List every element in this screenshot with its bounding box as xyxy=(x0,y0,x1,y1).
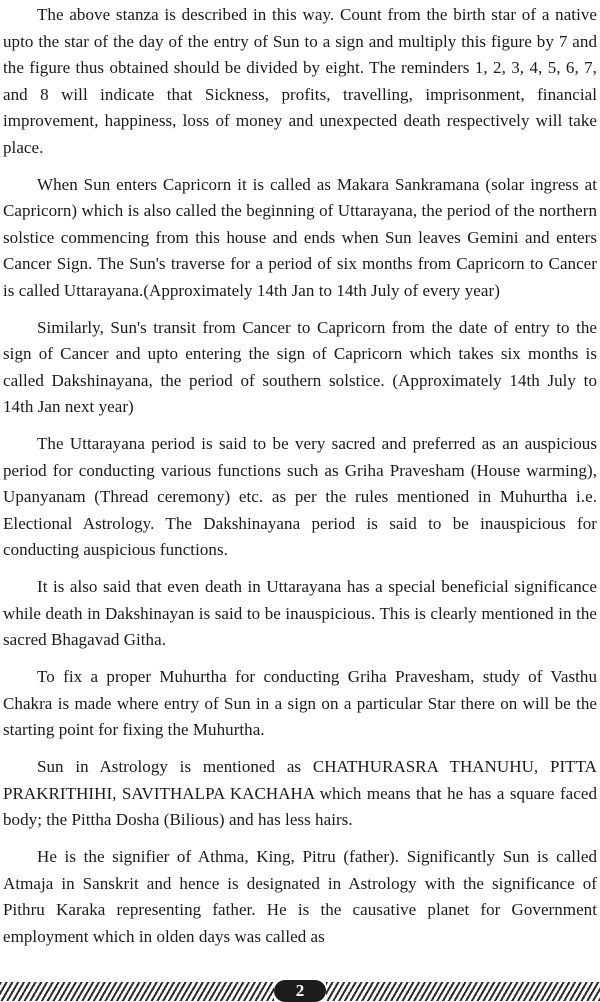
paragraph-birth-star-calculation: The above stanza is described in this way. Count from the birth star of a native upto the star of the day of the entry of Sun to a sign and multiply this figure by 7 and the figure thus obtained should be divided by eight. The reminders 1, 2, 3, 4, 5, 6, 7, and 8 will indicate that Sickness, profits, travelling, imprisonment, financial improvement, happiness, loss of money and unexpected death respectively will take place. xyxy=(3,5,597,157)
page-footer xyxy=(0,979,600,1002)
paragraph-uttarayana: When Sun enters Capricorn it is called as Makara Sankramana (solar ingress at Capricorn) which is also called the beginning of Uttarayana, the period of the northern solstice commencing from this house and ends when Sun leaves Gemini and enters Cancer Sign. The Sun's traverse for a period of six months from Capricorn to Cancer is called Uttarayana.(Approximately 14th Jan to 14th July of every year) xyxy=(3,174,597,300)
page-number-badge: 2 xyxy=(274,980,326,1002)
paragraph-sun-description: Sun in Astrology is mentioned as CHATHURASRA THANUHU, PITTA PRAKRITHIHI, SAVITHALPA KACHAHA which means that he has a square faced body; the Pittha Dosha (Bilious) and has less hairs. xyxy=(3,757,597,829)
paragraph-sun-signifier: He is the signifier of Athma, King, Pitru (father). Significantly Sun is called Atmaja in Sanskrit and hence is designated in Astrology with the significance of Pithru Karaka representing father. He is the causative planet for Government employment which in olden days was called as xyxy=(3,847,597,946)
paragraph-dakshinayana: Similarly, Sun's transit from Cancer to Capricorn from the date of entry to the sign of Cancer and upto entering the sign of Capricorn which takes six months is called Dakshinayana, the period of southern solstice. (Approximately 14th July to 14th Jan next year) xyxy=(3,317,597,416)
footer-hatch-left xyxy=(0,982,274,1001)
footer-hatch-right xyxy=(326,982,600,1001)
paragraph-death-significance: It is also said that even death in Uttarayana has a special beneficial significance while death in Dakshinayan is said to be inauspicious. This is clearly mentioned in the sacred Bhagavad Githa. xyxy=(3,577,597,649)
paragraph-vasthu-chakra: To fix a proper Muhurtha for conducting Griha Pravesham, study of Vasthu Chakra is made where entry of Sun in a sign on a particular Star there on will be the starting point for fixing the Muhurtha. xyxy=(3,667,597,739)
paragraph-auspicious-periods: The Uttarayana period is said to be very sacred and preferred as an auspicious period for conducting various functions such as Griha Pravesham (House warming), Upanyanam (Thread ceremony) etc. as per the rules mentioned in Muhurtha i.e. Electional Astrology. The Dakshinayana period is said to be inauspicious for conducting auspicious functions. xyxy=(3,434,597,559)
